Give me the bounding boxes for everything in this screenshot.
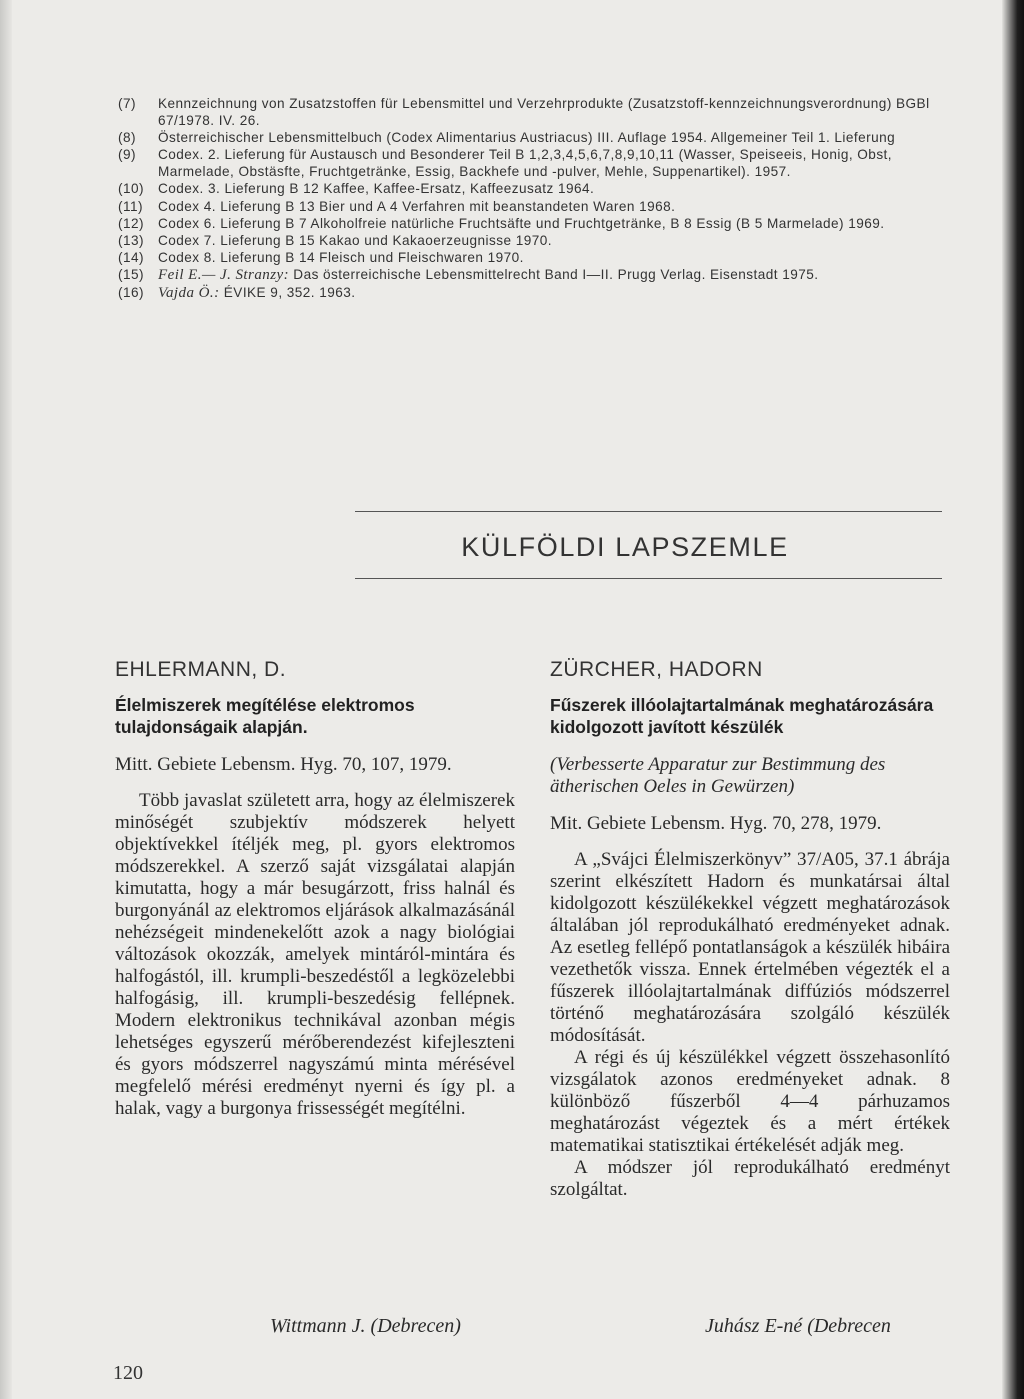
right-article: [550, 658, 950, 1201]
section-heading: [215, 532, 895, 563]
left-article: [115, 658, 515, 1120]
article-body: [115, 790, 515, 1120]
reference-text: Codex 7. Lieferung B 15 Kakao und Kakaoerzeugnisse 1970.: [158, 232, 553, 248]
reviewer-signature: Juhász E-né (Debrecen: [705, 1315, 891, 1337]
reference-authors: Vajda Ö.:: [158, 285, 220, 302]
reference-text: Codex. 2. Lieferung für Austausch und Besonderer Teil B 1,2,3,4,5,6,7,8,9,10,11 (Wasser, Speiseeis, Honig, Obst, Marmelade, Obstäsfte, Fruchtgetränke, Essig, Backhefe und -pulver, Mehle, Suppenartikel). 1957.: [158, 147, 893, 180]
reference-number: (11): [118, 198, 143, 214]
article-title: Élelmiszerek megítélése elektromos tulajdonságaik alapján.: [115, 695, 415, 737]
article-paragraph: Több javaslat született arra, hogy az élelmiszerek minőségét szubjektív módszerek helyett objektívekkel ítéljék meg, pl. gyors elektromos módszerekkel. A szerző saját vizsgálatai alapján kimutatta, hogy a már besugárzott, friss halnál és burgonyánál az elektromos eljárások alkalmazásánál nehézségeit mindenekelőtt azok a nagy biológiai változások okozzák, amelyek mintáról-mintára és halfogástól, ill. krumpli-beszedéstől a legközelebbi halfogásig, ill. krumpli-beszedésig fellépnek. Modern elektronikus technikával azonban mégis lehetséges egyszerű mérőberendezést kifejleszteni és gyors módszerrel nagyszámú minta mérésével megfelelő mérési eredményt nyerni és így pl. a halak, vagy a burgonya frissességét megítélni.: [115, 790, 515, 1119]
article-title: Fűszerek illóolajtartalmának meghatározására kidolgozott javított készülék: [550, 695, 934, 737]
reference-number: (15): [118, 266, 144, 282]
article-paragraph: A régi és új készülékkel végzett összehasonlító vizsgálatok azonos eredményeket adnak. 8 különböző fűszerből 4—4 párhuzamos meghatározást végeztek és a mért értékek matematikai statisztikai értékelését adják meg.: [550, 1047, 950, 1156]
reference-item: [118, 95, 958, 129]
article-source: Mit. Gebiete Lebensm. Hyg. 70, 278, 1979.: [550, 813, 882, 834]
reference-number: (7): [118, 96, 136, 111]
reference-number: (9): [118, 147, 136, 163]
reference-number: (14): [118, 249, 144, 265]
reference-text: Codex 8. Lieferung B 14 Fleisch und Fleischwaren 1970.: [158, 249, 524, 265]
reference-item: [118, 284, 958, 302]
reference-number: (13): [118, 232, 144, 248]
reference-number: (10): [118, 181, 144, 197]
reference-text: [158, 266, 958, 284]
article-paragraph: A módszer jól reprodukálható eredményt szolgáltat.: [550, 1157, 950, 1200]
article-body: [550, 849, 950, 1201]
reference-list: [118, 95, 958, 302]
reference-item: [118, 129, 958, 146]
reference-item: [118, 232, 958, 249]
reference-item: [118, 198, 958, 215]
reference-text: Codex 4. Lieferung B 13 Bier und A 4 Verfahren mit beanstandeten Waren 1968.: [158, 198, 676, 214]
reference-text: Kennzeichnung von Zusatzstoffen für Lebensmittel und Verzehrprodukte (Zusatzstoff-kennzeichnungsverordnung) BGBl 67/1978. IV. 26.: [158, 96, 930, 129]
article-source: Mitt. Gebiete Lebensm. Hyg. 70, 107, 1979.: [115, 754, 452, 775]
reference-text: [158, 284, 958, 302]
scan-edge-left: [0, 0, 12, 1399]
reviewer-signature: Wittmann J. (Debrecen): [270, 1315, 461, 1337]
page-number: 120: [113, 1362, 143, 1384]
reference-number: (16): [118, 285, 144, 301]
reference-text: Österreichischer Lebensmittelbuch (Codex Alimentarius Austriacus) III. Auflage 1954. Allgemeiner Teil 1. Lieferung: [158, 130, 896, 146]
section-rule-top: [355, 511, 942, 512]
article-author: EHLERMANN, D.: [115, 658, 287, 681]
reference-authors: Feil E.— J. Stranzy:: [158, 266, 290, 283]
reference-item: [118, 180, 958, 197]
section-title: KÜLFÖLDI LAPSZEMLE: [461, 532, 789, 562]
scan-edge-right: [1002, 0, 1024, 1399]
reference-body: ÉVIKE 9, 352. 1963.: [223, 285, 356, 301]
reference-item: [118, 215, 958, 232]
reference-number: (8): [118, 130, 136, 146]
reference-number: (12): [118, 215, 144, 231]
reference-item: [118, 266, 958, 284]
article-paragraph: A „Svájci Élelmiszerkönyv” 37/A05, 37.1 ábrája szerint elkészített Hadorn és munkatársai által kidolgozott készülékekkel végzett meghatározások általában jól reprodukálható eredményeket adnak. Az esetleg fellépő pontatlanságok a készülék hibáira vezethetők vissza. Ennek értelmében végezték el a fűszerek illóolajtartalmának diffúziós módszerrel történő meghatározására szolgáló készülék módosítását.: [550, 849, 950, 1046]
article-original-title: (Verbesserte Apparatur zur Bestimmung des ätherischen Oeles in Gewürzen): [550, 754, 886, 797]
reference-item: [118, 249, 958, 266]
section-rule-bottom: [355, 578, 942, 579]
reference-item: [118, 146, 958, 180]
article-author: ZÜRCHER, HADORN: [550, 658, 763, 681]
reference-text: Codex. 3. Lieferung B 12 Kaffee, Kaffee-Ersatz, Kaffeezusatz 1964.: [158, 181, 595, 197]
reference-body: Das österreichische Lebensmittelrecht Band I—II. Prugg Verlag. Eisenstadt 1975.: [293, 266, 819, 282]
reference-text: Codex 6. Lieferung B 7 Alkoholfreie natürliche Fruchtsäfte und Fruchtgetränke, B 8 Essig (B 5 Marmelade) 1969.: [158, 215, 885, 231]
